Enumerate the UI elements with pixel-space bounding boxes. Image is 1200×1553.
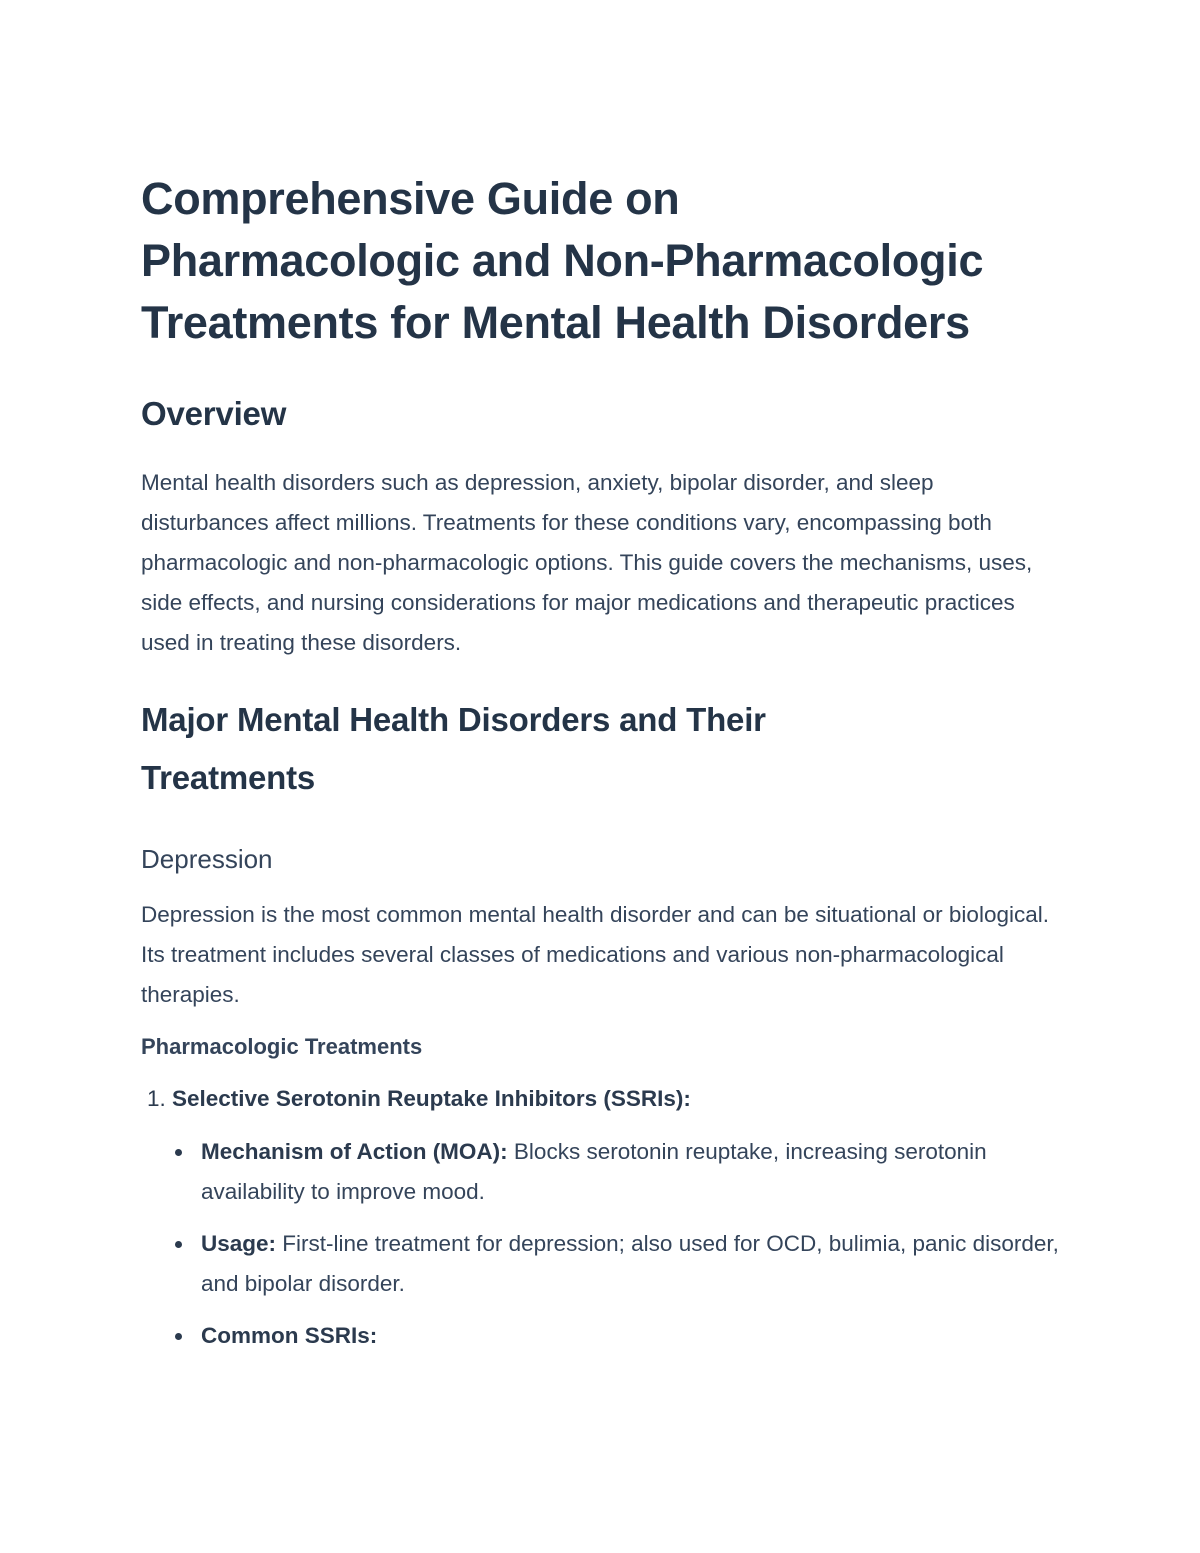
depression-heading: Depression [141, 844, 273, 874]
document-page [141, 168, 1066, 1368]
overview-heading: Overview [141, 395, 287, 432]
title-line-3: Treatments for Mental Health Disorders [141, 297, 970, 348]
bullet-icon [175, 1241, 182, 1248]
ssri-detail-list [172, 1132, 1066, 1356]
major-heading-line-1: Major Mental Health Disorders and Their [141, 701, 766, 738]
treatment-list [141, 1079, 1066, 1356]
list-item [172, 1132, 1066, 1212]
list-item [172, 1224, 1066, 1304]
major-disorders-heading [141, 691, 1066, 807]
detail-text: First-line treatment for depression; also used for OCD, bulimia, panic disorder, and bipolar disorder. [201, 1231, 1059, 1296]
list-item [172, 1316, 1066, 1356]
list-item [141, 1079, 1066, 1356]
list-item-number: 1. [147, 1086, 166, 1111]
bullet-icon [175, 1149, 182, 1156]
detail-term: Common SSRIs: [201, 1323, 378, 1348]
detail-term: Mechanism of Action (MOA): [201, 1139, 508, 1164]
overview-paragraph: Mental health disorders such as depression, anxiety, bipolar disorder, and sleep disturbances affect millions. Treatments for these conditions vary, encompassing both pharmacologic and non-pharmacologic options. This guide covers the mechanisms, uses, side effects, and nursing considerations for major medications and therapeutic practices used in treating these disorders. [141, 470, 1033, 655]
detail-term: Usage: [201, 1231, 277, 1256]
bullet-icon [175, 1333, 182, 1340]
detail-text: Blocks serotonin reuptake, increasing serotonin availability to improve mood. [201, 1139, 987, 1204]
document-title [141, 168, 1066, 354]
major-heading-line-2: Treatments [141, 759, 316, 796]
depression-paragraph: Depression is the most common mental health disorder and can be situational or biological. Its treatment includes several classes of medications and various non-pharmacological therapies. [141, 902, 1049, 1007]
title-line-2: Pharmacologic and Non-Pharmacologic [141, 235, 984, 286]
ssri-title: Selective Serotonin Reuptake Inhibitors (SSRIs): [172, 1086, 691, 1111]
pharmacologic-treatments-heading: Pharmacologic Treatments [141, 1034, 423, 1059]
title-line-1: Comprehensive Guide on [141, 173, 680, 224]
